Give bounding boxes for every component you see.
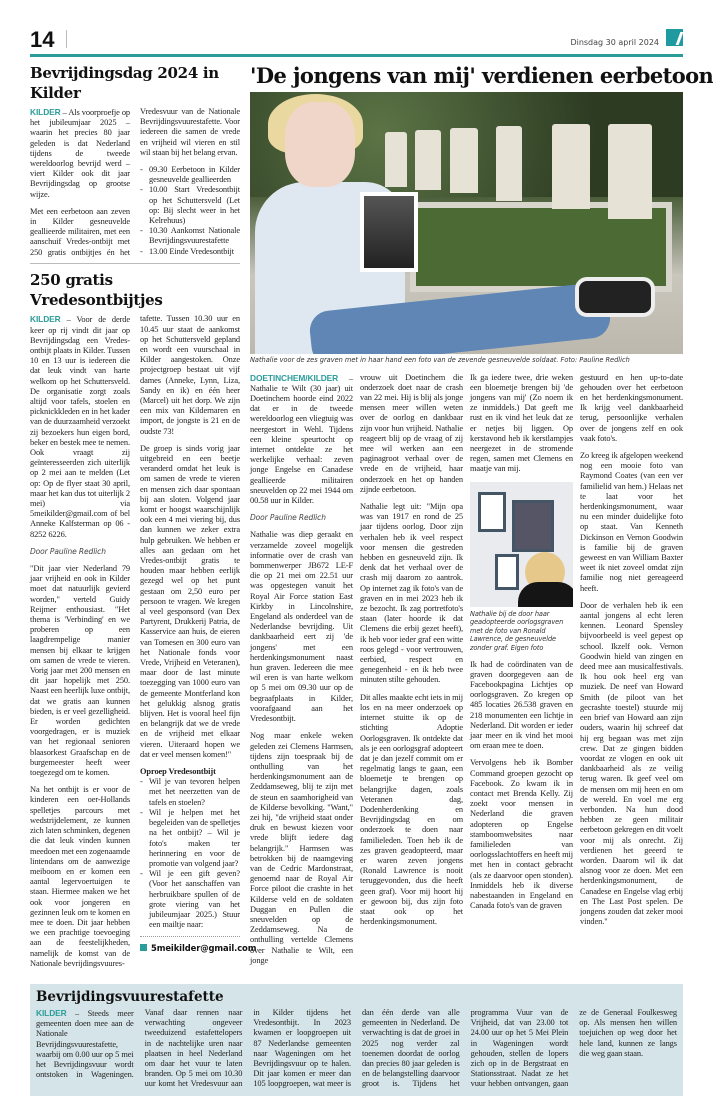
paragraph: – Steeds meer gemeenten doen mee aan de Nationale Bevrijdingsvuurestafette, waarbij om 0.00 uur op 5 mei het Bevrijdingsvuur wordt ontstoken in Wageningen. Vanaf daar rennen naar verwachting ongeveer tweeduizend estafettelopers in de nachtelijke uren naar plaatsen in heel Nederland om daar het vuur te laten branden. Op 5 mei om 10.30 uur komt het Vredesvuur aan in Kilder tijdens het Vredesontbijt. In 2023 kwamen er loopgroepen uit 87 Nederlandse gemeenten naar Wageningen om het Bevrijdingsvuur op te halen. Dit jaar komen er meer dan 105 loopgroepen, wat meer is dan één derde van alle gemeenten in Nederland. De verwachting is dat de groei in 2025 nog verder zal toenemen doordat de oorlog dan precies 80 jaar geleden is en de belangstelling daarvoor groot is. Tijdens het programma Vuur van de Vrijheid, dat van 23.00 tot 24.00 uur op het 5 Mei Plein in Wageningen wordt gehouden, stellen de lopers zich op in de Bergstraat en Stationsstraat. Nadat ze het vuur hebben ontvangen, gaan ze de Generaal Foulkesweg op. Als mensen hen willen toejuichen op weg door het hele land, kunnen ze langs die weg gaan staan. (36, 1007, 677, 1089)
content-row (30, 63, 713, 976)
held-portrait (360, 192, 418, 272)
list-item: - 09.30 Eerbetoon in Kilder gesneuvelde geallieerden (140, 165, 240, 185)
paragraph: Ik had de coördinaten van de graven doorgegeven aan de Facebookpagina Lichtjes op oorlogsgraven. Zo kregen op 485 locaties 26.538 graven en 218 monumenten een lichtje in Nederland. Dit worden er ieder jaar meer en ik vind het mooi om eraan mee te doen. (470, 659, 573, 751)
paragraph: Nog maar enkele weken geleden zei Clemens Harmsen, tijdens zijn toespraak bij de onthulling van het herdenkingsmonument aan de Zeddamseweg, blij te zijn met de steun en saamhorigheid van de Kilderse bevolking. "Want," zei hij, "de vrijheid staat onder druk en bewust kiezen voor vrede blijft iedere dag belangrijk." Harmsen was betrokken bij de naamgeving van de Cedric Mardonstraat, genoemd naar de Royal Air Force piloot die crashte in het Kilderse veld en de soldaten Duggan en Pullen die sneuvelden op de Zeddamseweg. Na de onthulling vertelde Clemens over Nathalie te Wilt, een jonge (250, 731, 353, 965)
page-number: 14 (30, 27, 55, 52)
dateline: KILDER (30, 107, 61, 117)
paragraph: Met een eerbetoon aan zeven in Kilder gesneuvelde geallieerde militairen, met een aanschuif Vredes-ontbijt met 250 gratis ontbijtjes én het Vredesvuur van de Nationale Bevrijdingsvuurestafette. Voor iedereen die samen de vrede en vrijheid wil vieren en stil wil staan bij het belang ervan. (30, 107, 240, 257)
paragraph: "Dit jaar vier Nederland 79 jaar vrijheid en ook in Kilder moet dat natuurlijk gevierd worden," verteld Guidy Reijmer enthousiast. "Het thema is 'Verbinding' en we proberen op een laagdrempelige manier mensen bij elkaar te krijgen om samen de vrede te vieren. Vorig jaar met 200 mensen en dit jaar hopelijk met 250. Naast een heerlijk luxe ontbijt, dat we gratis aan kunnen bieden, is er veel gezelligheid. Er worden gedichten voorgedragen, er is muziek van het regionaal senioren blaasorkest Graafschap en de burgemeester heeft weer toegezegd om te komen. (30, 564, 130, 778)
list-item: - 10.00 Start Vredesontbijt op het Schuttersveld (Let op: Bij slecht weer in het Kelrehuus) (140, 185, 240, 226)
estafette-text (36, 1008, 677, 1090)
paragraph: De groep is sinds vorig jaar uitgebreid en een beetje veranderd omdat het leuk is om samen de vrede te vieren en mensen zich daar spontaan bij aan sloten. Volgend jaar komt er hoogst waarschijnlijk ook een 4 mei viering bij, dus dan kunnen we zeker extra hulp gebruiken. We hebben er alles aan gedaan om het Vredes-ontbijt gratis te houden maar hebben eerlijk gezegd wel op het punt gestaan om 2,50 euro per persoon te vragen. We kregen al veel gesponsord (van Dex Partyrent, Drukkerij Patria, de Kasservice aan huis, de eieren van Tomesen en 300 euro van het Nationale fonds voor Vrede, Vrijheid en Veteranen), maar door de last minute toezegging van 1000 euro van de gemeente Montferland kon het gelukkig alsnog gratis blijven. Het is vooral heel fijn en belangrijk dat we de vrede en de vrijheid met elkaar vieren. Uiteraard hopen we dat er veel mensen komen!" (140, 443, 240, 759)
estafette-box (30, 984, 683, 1096)
main-headline: 'De jongens van mij' verdienen eerbetoon (250, 63, 713, 88)
paragraph: vrouw uit Doetinchem die onderzoek doet naar de crash van 22 mei. Hij is blij als jonge mensen meer willen weten over de oorlog en dankbaar zijn voor hun vrijheid. Nathalie reageert blij op de vraag of zij mee wil werken aan een paginagroot verhaal over de vrede en de vrijheid, haar onderzoek en het op handen zijnde eerbetoon. (360, 372, 463, 494)
main-column-4 (580, 373, 683, 973)
header-rule (30, 54, 683, 57)
dateline: DOETINCHEM/KILDER (250, 372, 339, 383)
paragraph: Ik ga iedere twee, drie weken een bloemetje brengen bij 'de jongens van mij' (Zo noem ik ze inmiddels.) Dat geeft me rust en ik vind het leuk dat ze er netjes bij liggen. Op kerstavond heb ik kerstlampjes neergezet in de stromende regen, samen met Clemens en maatje van mij. (470, 372, 573, 474)
paragraph: Nathalie was diep geraakt en verzamelde zoveel mogelijk informatie over de crash van bommenwerper JB672 LE-F die op 21 mei om 22.51 uur was opgestegen vanuit het Royal Air Force station East Kirkby in Lincolnshire, Engeland als onderdeel van de Nederlandse bevrijding. Uit dankbaarheid eert zij 'de jongens' met een herdenkingsmonument naast hun graven. Iedereen die mee wil eren is van harte welkom op 5 mei om 09.30 uur op de begraafplaats in Kilder, voorafgaand aan het Vredesontbijt. (250, 530, 353, 724)
ontbijt-column-2 (140, 314, 257, 976)
list-item: - Wil je van tevoren helpen met het neerzetten van de tafels en stoelen? (140, 777, 240, 808)
section-divider (30, 263, 240, 264)
dateline: KILDER (30, 314, 61, 325)
main-column-1 (250, 373, 353, 973)
paragraph: gestuurd en hen up-to-date gehouden over het eerbetoon en het herdenkingsmonument. Ik krijg veel dankbaarheid terug, persoonlijke verhalen over de jongens zelf en ook vaak foto's. (580, 372, 683, 443)
left-column (30, 63, 257, 976)
inset-caption: Nathalie bij de door haar geadopteerde oorlogsgraven met de foto van Ronald Lawrence, de gesneuvelde zonder graf. Eigen foto (470, 609, 564, 652)
main-column-3 (470, 373, 573, 973)
header-separator (66, 30, 67, 48)
issue-date: Dinsdag 30 april 2024 (570, 38, 659, 47)
dateline: KILDER (36, 1007, 67, 1018)
paragraph: Vervolgens heb ik Bomber Command groepen gezocht op Facebook. Zo kwam ik in contact met Brenda Kelly. Zij zoekt voor mensen in Nederland die graven adopteren op Engelse stamboomwebsites naar familieleden van oorlogsslachtoffers en heeft mij met hen in contact gebracht (als ze daarvoor open stonden). Inmiddels heb ik diverse nabestaanden in Engeland en Canada foto's van de graven (470, 758, 573, 911)
estafette-headline: Bevrijdingsvuurestafette (36, 988, 224, 1005)
byline: Door Pauline Redlich (250, 513, 326, 523)
ontbijt-headline: 250 gratis Vredesontbijtjes (30, 271, 163, 310)
oproep-list (140, 777, 240, 930)
byline: Door Pauline Redlich (30, 546, 106, 556)
bevrijdingsdag-headline: Bevrijdingsdag 2024 in Kilder (30, 64, 219, 102)
paragraph: Zo kreeg ik afgelopen weekend nog een mooie foto van Raymond Coates (van een ver familielid van hem.) Helaas net te laat voor het herdenkingsmonument, waar nu een minder duidelijke foto op staat. Van Kenneth Dickinson en Vernon Goodwin is familie bij de graven geweest en van William Baxter weet ik niet zoveel omdat zijn familie nog niet gereageerd heeft. (580, 451, 683, 593)
program-list (140, 165, 240, 257)
main-columns (250, 373, 683, 973)
paragraph: – Voor de derde keer op rij vindt dit jaar op Bevrijdingsdag een Vredes-ontbijt plaats in Kilder. Tussen 10 en 13 uur is iedereen die dat leuk vindt van harte welkom op het Schuttersveld. De organisatie zorgt zoals altijd voor tafels, stoelen en picknickkleden en in het kader van de duurzaamheid verzoekt zij bezoekers hun eigen bord, beker en bestek mee te nemen. Ook vraagt zij geïnteresseerden zich uiterlijk op 2 mei aan te melden (Let op: Op de flyer staat 30 april, maar het kan dus tot uiterlijk 2 mei) via 5meikilder@gmail.com of bel Anneke Kalfsterman op 06 - 8252 6226. (30, 315, 130, 539)
photo-caption: Nathalie voor de zes graven met in haar hand een foto van de zevende gesneuvelde soldaat. Foto: Pauline Redlich (250, 356, 630, 364)
inset-photo (470, 482, 573, 607)
main-article (250, 63, 713, 973)
list-item: - 10.30 Aankomst Nationale Bevrijdingsvuurestafette (140, 226, 240, 246)
paragraph: – Als voorproefje op het jubileumjaar 2025 – waarin het precies 80 jaar geleden is dat Nederland tijdens de tweede wereldoorlog bevrijd werd – viert Kilder ook dit jaar Bevrijdingsdag op grootse wijze. (30, 108, 130, 199)
bevrijdingsdag-article (30, 107, 240, 259)
ontbijt-article (30, 314, 257, 976)
paragraph: Dit alles maakte echt iets in mij los en na meer onderzoek op internet stuitte ik op de stichting Adoptie Oorlogsgraven. Ik ontdekte dat als je een oorlogsgraf adopteert dat je dan jezelf commit om er regelmatig langs te gaan, een bloemetje te brengen op belangrijke dagen, zoals Veteranen dag, Dodenherdenking en Bevrijdingsdag en om onderzoek te doen naar familieleden. Toen heb ik de zes graven geadopteerd, maar er waren zeven jongens (Ronald Lawrence is nooit teruggevonden, dus die heeft geen graf). Voor mij hoort hij er gewoon bij, dus zijn foto staat ook op het herdenkingsmonument. (360, 692, 463, 927)
ontbijt-column-1 (30, 314, 130, 976)
paragraph: tafette. Tussen 10.30 uur en 10.45 uur staat de aankomst op het Schuttersveld gepland en wordt een vuurschaal in Kilder aangestoken. Onze projectgroep bestaat uit vijf dames (Anneke, Lynn, Liza, Sandy en ik) en één heer (Marcel) uit het dorp. We zijn een mix van Kildernaren en import, de jongste is 21 en de oudste 73! (140, 314, 240, 436)
list-item: - 13.00 Einde Vredesontbijt (140, 247, 240, 257)
oproep-heading: Oproep Vredesontbijt (140, 767, 216, 777)
main-column-2 (360, 373, 463, 973)
masthead (30, 28, 683, 54)
paragraph: Na het ontbijt is er voor de kinderen een oer-Hollands spelletjes parcours met wedstrijdelement, ze kunnen zich laten schminken, degenen die dat leuk vinden kunnen meedoen met een zogenaamde lintendans om de aanwezige meiboom en er komen een aantal legervoertuigen te staan. Hiermee maken we het ook voor jongeren en gezinnen leuk om te komen en mee te doen. Dit jaar hebben we een prachtige toevoeging aan de feestelijkheden, namelijk de komst van de Nationale bevrijdingsvuures- (30, 785, 130, 968)
paragraph: – Nathalie te Wilt (30 jaar) uit Doetinchem hoorde eind 2022 dat er in de tweede wereldoorlog een vliegtuig was neergestort in Wehl. Tijdens een kleine speurtocht op internet ontdekte ze het werkelijke verhaal: zeven jonge Engelse en Canadese geallieerde militairen sneuvelden op 22 mei 1944 om 00.58 uur in Kilder. (250, 373, 353, 506)
main-photo (250, 92, 683, 354)
paragraph: Nathalie legt uit: "Mijn opa was van 1917 en rond de 25 jaar tijdens oorlog. Door zijn verhalen heb ik veel respect voor mensen die gestreden hebben en gesneuveld zijn. Ik denk dat het verhaal over de crash mij daarom zo aantrok. Op internet zag ik foto's van de graven en in mei 2023 heb ik ze bezocht. Ik zag portretfoto's staan (later hoorde ik dat Clemens die erbij gezet heeft), ik heb voor ieder graf een witte roos gelegd - voor vertrouwen, eerbied, respect en genegenheid - en ik heb twee minuten stilte gehouden. (360, 502, 463, 685)
list-item: - Wil je een gift geven? (Voor het aanschaffen van herbruikbare spullen of de grote viering van het jubileumjaar 2025.) Stuur een mailtje naar: (140, 869, 240, 930)
newspaper-logo (666, 29, 683, 46)
list-item: - Wil je helpen met het begeleiden van de spelletjes na het ontbijt? – Wil je foto's maken ter herinnering en voor de promotie van volgend jaar? (140, 808, 240, 869)
dotted-divider (140, 936, 240, 937)
email-link[interactable]: 5meikilder@gmail.com (140, 943, 240, 953)
paragraph: Door de verhalen heb ik een aantal jongens al echt leren kennen. Leonard Spensley bijvoorbeeld is veel gepest op school. Ikzelf ook. Vernon Goodwin hield van zingen en deed mee aan musicalfestivals. Ik hou ook heel erg van muziek. De neef van Howard Smith (de piloot van het gecrashte toestel) stuurde mij een brief van Howard aan zijn ouders, waarin hij schreef dat hij erg begaan was met zijn crew. Dat ze gingen bidden voordat ze vlogen en ook uit dankbaarheid als ze veilig terug waren. Ik geef veel om de mensen om mij heen en om de wereld. En voel me erg verbonden. Na hun dood hebben ze geen militair eerbetoon gekregen en dit voelt voor mij als onrecht. Zij verdienen het geeerd te worden. Daarom wil ik dat alsnog voor ze doen. Met een herdenkingsmonument, de Canadese en Engelse vlag erbij en The Last Post spelen. De jongens zouden dat zeker mooi vinden." (580, 600, 683, 927)
